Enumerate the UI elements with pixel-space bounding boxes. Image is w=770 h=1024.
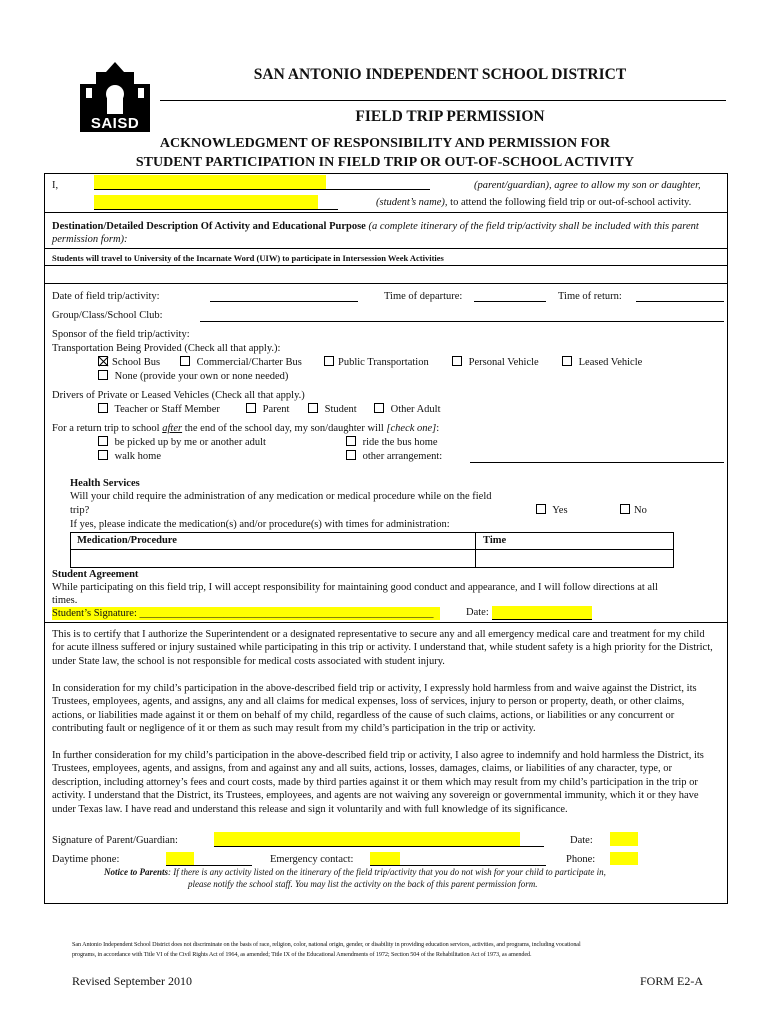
return-option-label: be picked up by me or another adult (114, 437, 266, 448)
driver-option-label: Student (324, 404, 357, 415)
notice-text-2: please notify the school staff. You may list the activity on the back of this parent permission form. (188, 879, 538, 889)
consent-paragraph: This is to certify that I authorize the Superintendent or a designated representative to secure any and all emergency medical care and treatment for my child for acute illness suffered or injury sustained while participating in this trip or activity. I understand that, while student safety is a high priority for the District, under State law, the school is not responsible for medical costs associated with student injury. (52, 629, 713, 667)
checkbox-icon[interactable] (452, 356, 462, 366)
col-medication: Medication/Procedure (77, 535, 177, 546)
transportation-label: Transportation Being Provided (Check all that apply.): (52, 343, 281, 354)
return-label: Time of return: (558, 291, 622, 302)
notice-row (104, 867, 704, 879)
departure-line[interactable] (474, 301, 546, 302)
parent-name-field[interactable] (94, 175, 326, 189)
daytime-phone-label: Daytime phone: (52, 854, 120, 865)
transport-option-label: Leased Vehicle (578, 357, 643, 368)
destination-note-1: (a complete itinerary of the field trip/activity shall be included with this parent (368, 221, 699, 232)
transport-option-label: Personal Vehicle (468, 357, 539, 368)
phone-label: Phone: (566, 854, 596, 865)
checkbox-icon[interactable] (308, 403, 318, 413)
district-name: SAN ANTONIO INDEPENDENT SCHOOL DISTRICT (253, 66, 627, 83)
parent-signature-label: Signature of Parent/Guardian: (52, 835, 178, 846)
checkbox-icon[interactable] (180, 356, 190, 366)
transport-none-label: None (provide your own or none needed) (114, 371, 289, 382)
frame-top (44, 173, 728, 174)
agreement-text-2: times. (52, 595, 78, 606)
parent-date-field[interactable] (610, 832, 638, 846)
checkbox-icon[interactable] (246, 403, 256, 413)
destination-rule-top (44, 248, 728, 249)
destination-label-row (52, 220, 722, 246)
saisd-logo (78, 58, 152, 132)
parent-suffix (474, 180, 701, 191)
return-trip-end: : (436, 423, 440, 434)
student-signature-field[interactable]: Student’s Signature: ________________________________________________________ (52, 607, 440, 620)
header-rule (160, 100, 726, 101)
medication-table (70, 532, 674, 568)
return-option-bus[interactable] (346, 436, 438, 448)
health-followup: If yes, please indicate the medication(s) and/or procedure(s) with times for administration: (70, 519, 450, 530)
student-suffix-italic: (student’s name), (376, 197, 448, 208)
parent-name-line (94, 189, 430, 190)
col-time: Time (483, 535, 507, 546)
student-suffix (376, 197, 691, 208)
destination-label: Destination/Detailed Description Of Activity and Educational Purpose (52, 221, 366, 232)
nondiscrimination-line-1: San Antonio Independent School District does not discriminate on the basis of race, religion, color, national origin, gender, or disability in providing education services, activities, and programs, including vocational (72, 941, 581, 948)
form-title: FIELD TRIP PERMISSION (355, 108, 545, 125)
parent-signature-line (214, 846, 544, 847)
destination-note-2: permission form): (52, 234, 128, 245)
student-suffix-rest: to attend the following field trip or out-of-school activity. (450, 197, 692, 208)
emergency-contact-label: Emergency contact: (270, 854, 354, 865)
i-label: I, (52, 180, 59, 191)
driver-option-label: Parent (262, 404, 290, 415)
return-line[interactable] (636, 301, 724, 302)
checkbox-icon[interactable] (98, 436, 108, 446)
transport-option-label: Commercial/Charter Bus (196, 357, 302, 368)
return-trip-mid: the end of the school day, my son/daughter will (182, 423, 387, 434)
transport-option-label: Public Transportation (338, 357, 429, 368)
health-yes-option[interactable] (536, 504, 568, 516)
health-no-option[interactable] (620, 504, 647, 516)
return-option-label: ride the bus home (362, 437, 438, 448)
subtitle-line-1: ACKNOWLEDGMENT OF RESPONSIBILITY AND PERMISSION FOR (159, 136, 611, 151)
return-trip-emph: after (162, 423, 183, 434)
health-question-1: Will your child require the administration of any medication or medical procedure while on the field (70, 491, 492, 502)
return-option-label: other arrangement: (362, 451, 443, 462)
return-trip-bracket: [check one] (386, 423, 437, 434)
daytime-phone-field[interactable] (166, 852, 194, 865)
checkbox-icon[interactable] (562, 356, 572, 366)
transport-option-none[interactable] (98, 370, 288, 382)
emergency-contact-field[interactable] (370, 852, 400, 865)
return-option-walk[interactable] (98, 450, 161, 462)
date-line[interactable] (210, 301, 358, 302)
medication-header-rule (71, 549, 673, 550)
driver-option-other[interactable] (374, 403, 441, 415)
checkbox-icon[interactable] (536, 504, 546, 514)
group-label: Group/Class/School Club: (52, 310, 163, 321)
transport-option-personal[interactable] (452, 356, 539, 368)
transport-option-charter-bus[interactable] (180, 356, 302, 368)
student-name-field[interactable] (94, 195, 318, 209)
parent-suffix-text: (parent/guardian), agree to allow my son or daughter, (474, 180, 701, 191)
agreement-text-1: While participating on this field trip, I will accept responsibility for maintaining good conduct and appearance, and I will follow directions at all (52, 582, 658, 593)
phone-field[interactable] (610, 852, 638, 865)
subtitle-line-2: STUDENT PARTICIPATION IN FIELD TRIP OR OUT-OF-SCHOOL ACTIVITY (135, 155, 635, 170)
health-question-2: trip? (70, 505, 90, 516)
group-line[interactable] (200, 321, 724, 322)
student-name-line (94, 209, 338, 210)
driver-option-student[interactable] (308, 403, 357, 415)
agreement-title: Student Agreement (52, 569, 139, 580)
frame-bottom (44, 903, 728, 904)
intro-divider (44, 212, 728, 213)
sponsor-label: Sponsor of the field trip/activity: (52, 329, 190, 340)
return-option-label: walk home (114, 451, 161, 462)
checkbox-icon[interactable] (346, 436, 356, 446)
form-number: FORM E2-A (640, 974, 704, 988)
revised-date: Revised September 2010 (72, 974, 192, 988)
checkbox-icon[interactable] (346, 450, 356, 460)
checkbox-icon[interactable] (374, 403, 384, 413)
checkbox-icon[interactable] (620, 504, 630, 514)
return-trip-pre: For a return trip to school (52, 423, 163, 434)
transport-option-leased[interactable] (562, 356, 642, 368)
destination-rule-bottom (44, 283, 728, 284)
parent-date-label: Date: (570, 835, 593, 846)
health-no-label: No (634, 505, 647, 516)
checkbox-icon[interactable] (324, 356, 334, 366)
checkbox-icon[interactable] (98, 403, 108, 413)
date-label: Date of field trip/activity: (52, 291, 160, 302)
daytime-phone-line (166, 865, 252, 866)
agreement-divider (44, 622, 728, 623)
health-title: Health Services (70, 478, 140, 489)
transport-option-public[interactable] (324, 356, 429, 368)
other-arrangement-line[interactable] (470, 462, 724, 463)
driver-option-teacher[interactable] (98, 403, 220, 415)
driver-option-label: Teacher or Staff Member (114, 404, 220, 415)
medication-table-divider (475, 533, 476, 567)
return-option-other[interactable] (346, 450, 442, 462)
student-date-field[interactable] (492, 606, 592, 619)
return-option-picked-up[interactable] (98, 436, 266, 448)
indemnify-paragraph: In further consideration for my child’s participation in the above-described field trip or activity, I also agree to indemnify and hold harmless the District, its Trustees, employees, agents, and assigns, from and against any and all suits, actions, losses, damages, claims, or liabilities of any character, type, or description, including attorney’s fees and court costs, made by third parties against it or them which may result from my child’s participation in the trip or activity. I understand that the District, its Trustees, employees, and agents are not waiving any sovereign or governmental immunity, which it or they have under Texas law. I have read and understand this release and sign it voluntarily and with full knowledge of its significance. (52, 750, 704, 815)
destination-rule-mid (44, 265, 728, 266)
health-yes-label: Yes (552, 505, 568, 516)
checkbox-icon[interactable] (98, 370, 108, 380)
departure-label: Time of departure: (384, 291, 463, 302)
emergency-contact-line (370, 865, 546, 866)
transport-option-label: School Bus (112, 357, 161, 368)
driver-option-parent[interactable] (246, 403, 289, 415)
notice-label: Notice to Parents (104, 867, 168, 877)
student-date-label: Date: (466, 607, 489, 618)
nondiscrimination-line-2: programs, in accordance with Title VI of the Civil Rights Act of 1964, as amended; Title IX of the Educational Amendments of 1972; Section 504 of the Rehabilitation Act of 1973, as amended. (72, 951, 532, 958)
checkbox-checked-icon[interactable] (98, 356, 108, 366)
transport-option-school-bus[interactable] (98, 356, 160, 368)
student-date-line (492, 619, 592, 620)
parent-signature-field[interactable] (214, 832, 520, 846)
drivers-label: Drivers of Private or Leased Vehicles (Check all that apply.) (52, 390, 305, 401)
driver-option-label: Other Adult (390, 404, 441, 415)
notice-text-1: : If there is any activity listed on the itinerary of the field trip/activity that you do not wish for your child to participate in, (168, 867, 606, 877)
hold-harmless-paragraph: In consideration for my child’s participation in the above-described field trip or activity, I expressly hold harmless from and waive against the District, its Trustees, employees, agents, and assigns, any and all claims for medical expenses, loss of services, injury to person or property, death, or other claims, actions, or liabilities made against it or them on behalf of my child, regardless of the cause of such claims, actions, or liabilities or any concurrent or contributing fault or negligence of it or them as such may result from my child’s participation in the trip or activity. (52, 683, 697, 735)
logo-text: SAISD (90, 115, 140, 132)
return-trip-label (52, 423, 439, 434)
checkbox-icon[interactable] (98, 450, 108, 460)
destination-value[interactable]: Students will travel to University of the Incarnate Word (UIW) to participate in Intersession Week Activities (52, 253, 444, 263)
